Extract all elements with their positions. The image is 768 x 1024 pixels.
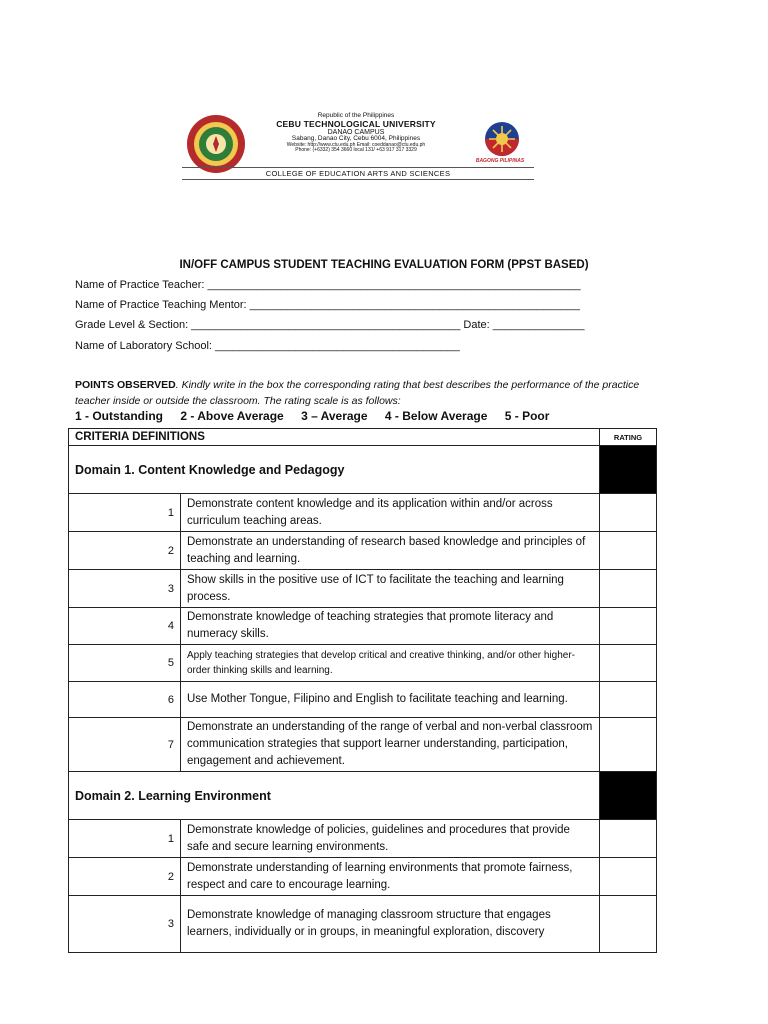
form-title: IN/OFF CAMPUS STUDENT TEACHING EVALUATION FORM (PPST BASED) [179,259,589,271]
mentor-field[interactable]: Name of Practice Teaching Mentor: ______________________________________________________ [75,299,581,311]
rating-input-cell[interactable] [600,608,657,645]
scale-item: 1 - Outstanding [75,409,163,423]
domain-row [69,772,657,820]
rating-input-cell[interactable] [600,820,657,858]
item-description: Demonstrate an understanding of the range of verbal and non-verbal classroom communication strategies that support learner understanding, participation, engagement and achievement. [181,718,600,772]
rating-input-cell[interactable] [600,532,657,570]
table-row [69,682,657,718]
grade-section-date-field[interactable]: Grade Level & Section: ____________________________________________ Date: _______________ [75,319,585,331]
scale-item: 2 - Above Average [180,409,284,423]
item-description: Demonstrate knowledge of policies, guidelines and procedures that provide safe and secure learning environments. [181,820,600,858]
rating-input-cell[interactable] [600,718,657,772]
university-name: CEBU TECHNOLOGICAL UNIVERSITY [276,118,436,129]
item-number: 5 [69,645,181,682]
domain-2-title: Domain 2. Learning Environment [69,772,600,820]
item-description: Demonstrate content knowledge and its application within and/or across curriculum teaching areas. [181,494,600,532]
table-row [69,645,657,682]
table-row [69,820,657,858]
rating-blocked-cell [600,446,657,494]
item-number: 2 [69,532,181,570]
scale-item: 5 - Poor [504,409,550,423]
university-seal-logo [186,114,246,174]
web-line: Website: http://www.ctu.edu.ph Email: coeddanao@ctu.edu.ph [286,141,426,148]
points-observed-label: POINTS OBSERVED [75,379,176,391]
letterhead-text [252,113,460,153]
domain-1-title: Domain 1. Content Knowledge and Pedagogy [69,446,600,494]
table-row [69,858,657,896]
rating-input-cell[interactable] [600,494,657,532]
college-name: COLLEGE OF EDUCATION ARTS AND SCIENCES [182,167,534,180]
table-header-row [69,429,657,446]
address-line: Sabang, Danao City, Cebu 6004, Philippines [291,135,421,143]
item-description: Demonstrate understanding of learning environments that promote fairness, respect and care to encourage learning. [181,858,600,896]
scale-item: 3 – Average [301,409,368,423]
rating-input-cell[interactable] [600,682,657,718]
domain-row [69,446,657,494]
rating-input-cell[interactable] [600,570,657,608]
bagong-pilipinas-icon [470,118,534,160]
republic-line: Republic of the Philippines [317,112,395,119]
item-description: Use Mother Tongue, Filipino and English to facilitate teaching and learning. [181,682,600,718]
laboratory-school-field[interactable]: Name of Laboratory School: ________________________________________ [75,340,460,352]
bagong-pilipinas-label: BAGONG PILIPINAS [475,158,525,164]
item-number: 3 [69,570,181,608]
table-row [69,896,657,953]
item-number: 7 [69,718,181,772]
criteria-table [68,428,657,953]
item-description: Demonstrate an understanding of research based knowledge and principles of teaching and learning. [181,532,600,570]
practice-teacher-field[interactable]: Name of Practice Teacher: _____________________________________________________________ [75,279,581,291]
item-number: 2 [69,858,181,896]
item-number: 3 [69,896,181,953]
item-description: Demonstrate knowledge of managing classroom structure that engages learners, individually or in groups, in meaningful exploration, discovery [181,896,600,953]
points-observed-instructions [75,377,645,409]
rating-input-cell[interactable] [600,645,657,682]
item-number: 1 [69,494,181,532]
table-row [69,532,657,570]
rating-header: RATING [600,429,657,446]
criteria-header: CRITERIA DEFINITIONS [69,429,600,446]
item-number: 6 [69,682,181,718]
rating-input-cell[interactable] [600,896,657,953]
item-number: 1 [69,820,181,858]
campus-name: DANAO CAMPUS [327,128,385,136]
rating-blocked-cell [600,772,657,820]
item-description: Apply teaching strategies that develop critical and creative thinking, and/or other higher-order thinking skills and learning. [181,645,600,682]
table-row [69,608,657,645]
item-description: Demonstrate knowledge of teaching strategies that promote literacy and numeracy skills. [181,608,600,645]
instructions-text: . Kindly write in the box the corresponding rating that best describes the performance of the practice teacher inside or outside the classroom. The rating scale is as follows: [75,379,640,407]
item-description: Show skills in the positive use of ICT to facilitate the teaching and learning process. [181,570,600,608]
table-row [69,494,657,532]
rating-input-cell[interactable] [600,858,657,896]
table-row [69,570,657,608]
phone-line: Phone: (+6332) 354 3660 local 131/ +63 917 317 3329 [295,147,417,154]
item-number: 4 [69,608,181,645]
seal-icon [186,114,246,174]
scale-item: 4 - Below Average [384,409,488,423]
rating-scale [75,409,563,423]
table-row [69,718,657,772]
